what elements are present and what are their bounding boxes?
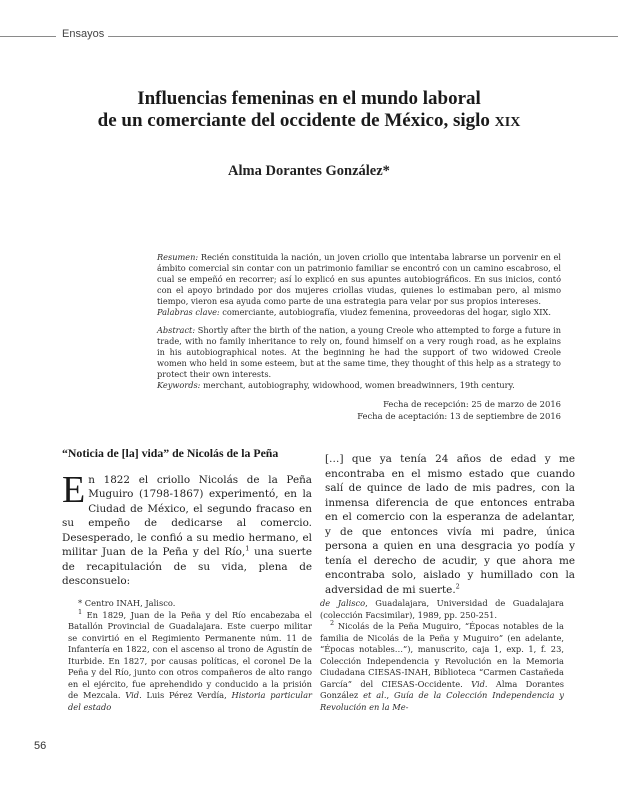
keywords-en-paragraph — [157, 380, 561, 391]
body-paragraph-1-text-a: n 1822 el criollo Nicolás de la Peña Muguiro (1798-1867) experimentó, en la Ciudad de México, el segundo fracaso en su empeño de dedicarse al comercio. Desesperado, le confió a su medio hermano, el militar Juan de la Peña y del Río, — [62, 473, 312, 558]
author-name: Alma Dorantes González* — [228, 163, 390, 179]
block-quote-text: […] que ya tenía 24 años de edad y me encontraba en el mismo estado que cuando salí de quince de lado de mis padres, con la inmensa diferencia de que entonces entraba en el comercio con la esperanza de adelantar, y de que entonces vivía mi padre, única persona a quien en una desgracia yo podía y tenía el derecho de acudir, y que ahora me encontraba solo, aislado y humillado con la adversidad de mi suerte. — [325, 453, 575, 596]
abstract-es-text: Recién constituida la nación, un joven criollo que intentaba labrarse un porvenir en el ámbito comercial sin contar con un patrimonio familiar se encontró con un camino escabroso, el cual se empeñó en recorrer; así lo explicó en sus apuntes autobiográficos. En sus inicios, contó con el apoyo brindado por dos mujeres criollas viudas, quienes lo estimaban pero, al mismo tiempo, vieron esa ayuda como parte de una estrategia para velar por sus propios intereses. — [157, 252, 561, 306]
block-quote — [325, 452, 575, 597]
footnote-1-vid: Vid. — [125, 690, 142, 700]
date-accepted: Fecha de aceptación: 13 de septiembre de 2016 — [357, 410, 561, 421]
keywords-es-paragraph — [157, 307, 561, 318]
title-line-1: Influencias femeninas en el mundo laboral — [137, 88, 481, 109]
footnote-ref-2[interactable]: 2 — [455, 582, 460, 591]
abstract-spanish — [157, 252, 561, 318]
footnote-affiliation: * Centro INAH, Jalisco. — [78, 598, 176, 608]
title-line-2 — [0, 110, 618, 134]
body-paragraph-1 — [62, 468, 312, 589]
footnote-ref-1[interactable]: 1 — [245, 544, 250, 553]
footnote-1 — [68, 607, 312, 714]
footnote-1-number: 1 — [78, 607, 83, 616]
title-century: XIX — [494, 115, 521, 130]
keywords-es-text: comerciante, autobiografía, viudez femenina, proveedoras del hogar, siglo XIX. — [222, 307, 551, 317]
title-line-2-text: de un comerciante del occidente de México, siglo — [97, 110, 490, 131]
footnote-2-vid: Vid. — [471, 678, 488, 689]
abstract-english — [157, 325, 561, 391]
abstract-en-paragraph — [157, 325, 561, 380]
keywords-en-label: Keywords: — [157, 380, 201, 390]
footnotes-right — [320, 598, 564, 713]
footnote-1-cont-title: de Jalisco — [320, 598, 366, 608]
section-heading: “Noticia de [la] vida” de Nicolás de la Peña — [62, 446, 279, 460]
footnote-1-text-b: Luis Pérez Verdía, — [141, 690, 232, 700]
header-rule-left — [0, 36, 56, 37]
footnote-2-number: 2 — [330, 619, 335, 628]
keywords-en-text: merchant, autobiography, widowhood, women breadwinners, 19th century. — [203, 380, 515, 390]
footnote-2 — [320, 621, 564, 713]
footnote-2-text-b: Alma Dorantes González — [320, 678, 564, 700]
article-dates — [357, 399, 561, 422]
keywords-es-label: Palabras clave: — [157, 307, 220, 317]
article-title — [0, 88, 618, 134]
footnote-2-text-a: Nicolás de la Peña Muguiro, “Épocas notables de la familia de Nicolás de la Peña y Muguiro” (en adelante, “Épocas notables…”), manuscrito, caja 1, exp. 1, f. 23, Colección Independencia y Revolución en la Memoria Ciudadana CIESAS-INAH, Biblioteca “Carmen Castañeda García” del CIESAS-Occidente. — [320, 621, 564, 689]
footnote-2-text-c: , — [386, 690, 395, 700]
body-paragraph-1-text-b: una suerte de recapitulación de su vida, plena de desconsuelo: — [62, 546, 312, 587]
footnote-1-continued — [320, 598, 564, 621]
body-column-right — [325, 452, 575, 597]
footnote-1-text-a: En 1829, Juan de la Peña y del Río encabezaba el Batallón Provincial de Guadalajara. Este cuerpo militar se convirtió en el Regimiento Permanente núm. 11 de Infantería en 1822, con el ascenso al trono de Agustín de Iturbide. En 1827, por causas políticas, el coronel De la Peña y del Río, junto con otros compañeros de alto rango en el ejército, fue aprehendido y conducido a la prisión de Mezcala. — [68, 609, 312, 700]
section-label: Ensayos — [62, 28, 105, 40]
page-number: 56 — [34, 740, 47, 752]
abstract-es-label: Resumen: — [157, 252, 199, 262]
header-rule-right — [108, 36, 618, 37]
abstract-en-text: Shortly after the birth of the nation, a young Creole who attempted to forge a future in trade, with no family inheritance to rely on, found himself on a very rough road, as he explains in his autobiographical notes. At the beginning he had the support of two widowed Creole women who held in some esteem, but at the same time, they thought of this help as a strategy to protect their own interests. — [157, 325, 561, 379]
drop-cap: E — [62, 468, 86, 511]
body-column-left — [62, 446, 312, 589]
abstract-en-label: Abstract: — [157, 325, 196, 335]
footnote-1-title: Historia particular del estado — [68, 690, 312, 712]
footnote-2-etal: et al. — [363, 690, 387, 700]
date-received: Fecha de recepción: 25 de marzo de 2016 — [383, 399, 561, 409]
abstract-es-paragraph — [157, 252, 561, 307]
footnote-2-title: Guía de la Colección Independencia y Revolución en la Me- — [320, 690, 564, 712]
footnotes-left — [68, 598, 312, 713]
footnote-1-cont-text: , Guadalajara, Universidad de Guadalajara (colección Facsimilar), 1989, pp. 250-251. — [320, 598, 564, 620]
